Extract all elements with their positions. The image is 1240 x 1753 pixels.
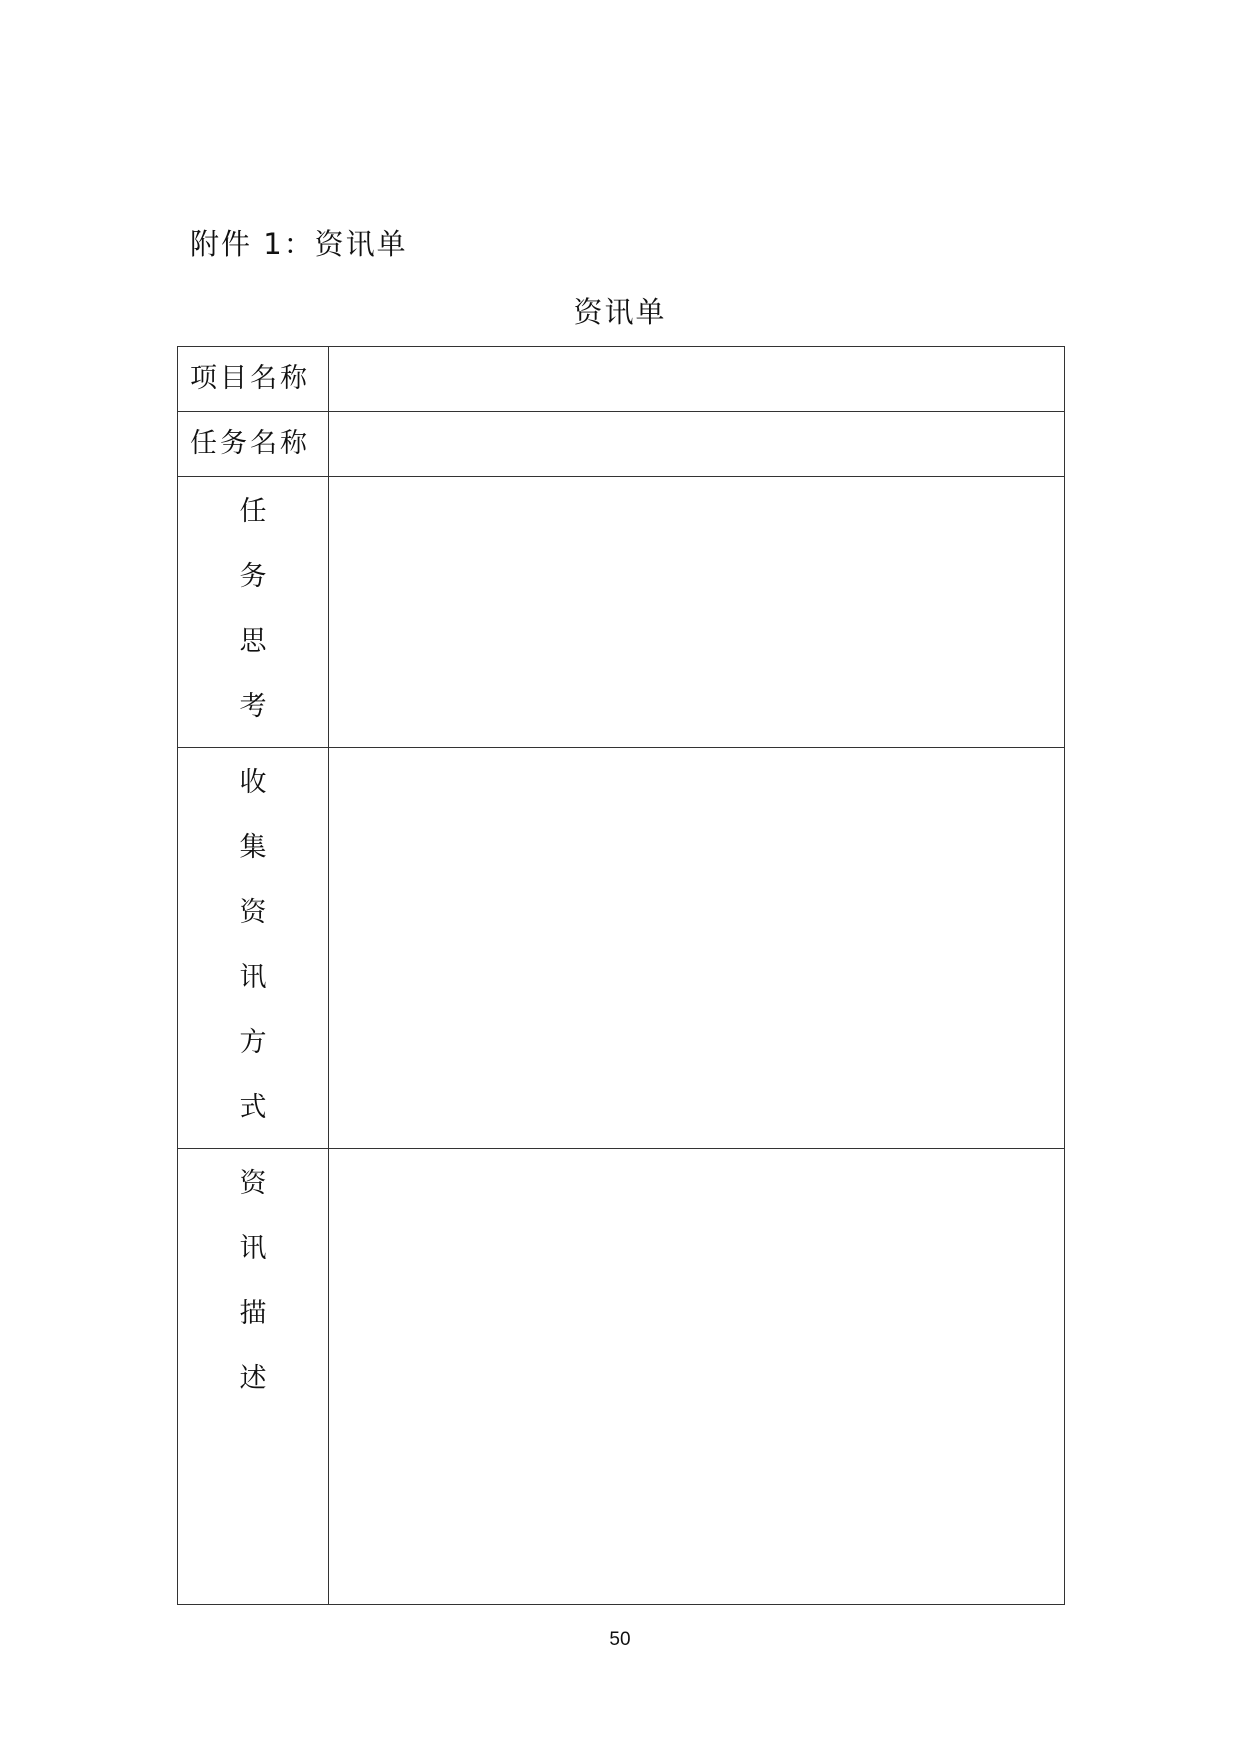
label-char: 讯 — [239, 1233, 267, 1264]
collect-method-label — [178, 748, 328, 1148]
page-number: 50 — [609, 1629, 631, 1650]
info-form-table — [177, 346, 1065, 1605]
label-char: 集 — [239, 832, 267, 863]
task-thinking-label-cell — [178, 477, 329, 748]
project-name-label-cell — [178, 347, 329, 412]
task-thinking-label — [178, 477, 328, 747]
project-name-field[interactable] — [329, 347, 1065, 412]
table-row — [178, 748, 1065, 1149]
label-char: 务 — [239, 561, 267, 592]
label-char: 描 — [239, 1298, 267, 1329]
collect-method-field[interactable] — [329, 748, 1065, 1149]
document-title: 资讯单 — [573, 295, 667, 329]
table-row — [178, 412, 1065, 477]
label-char: 收 — [239, 767, 267, 798]
table-row — [178, 1149, 1065, 1605]
label-char: 式 — [239, 1092, 267, 1123]
attachment-heading: 附件 1：资讯单 — [190, 227, 408, 261]
label-char: 资 — [239, 897, 267, 928]
label-char: 述 — [239, 1363, 267, 1394]
task-name-label-cell — [178, 412, 329, 477]
label-char: 任 — [239, 496, 267, 527]
label-char: 资 — [239, 1168, 267, 1199]
table-row — [178, 347, 1065, 412]
label-char: 思 — [239, 626, 267, 657]
label-char: 考 — [239, 691, 267, 722]
table-row — [178, 477, 1065, 748]
collect-method-label-cell — [178, 748, 329, 1149]
task-name-field[interactable] — [329, 412, 1065, 477]
info-description-label — [178, 1149, 328, 1419]
project-name-label: 项目名称 — [190, 363, 310, 394]
info-description-label-cell — [178, 1149, 329, 1605]
task-name-label: 任务名称 — [190, 428, 310, 459]
label-char: 讯 — [239, 962, 267, 993]
info-description-field[interactable] — [329, 1149, 1065, 1605]
label-char: 方 — [239, 1027, 267, 1058]
task-thinking-field[interactable] — [329, 477, 1065, 748]
